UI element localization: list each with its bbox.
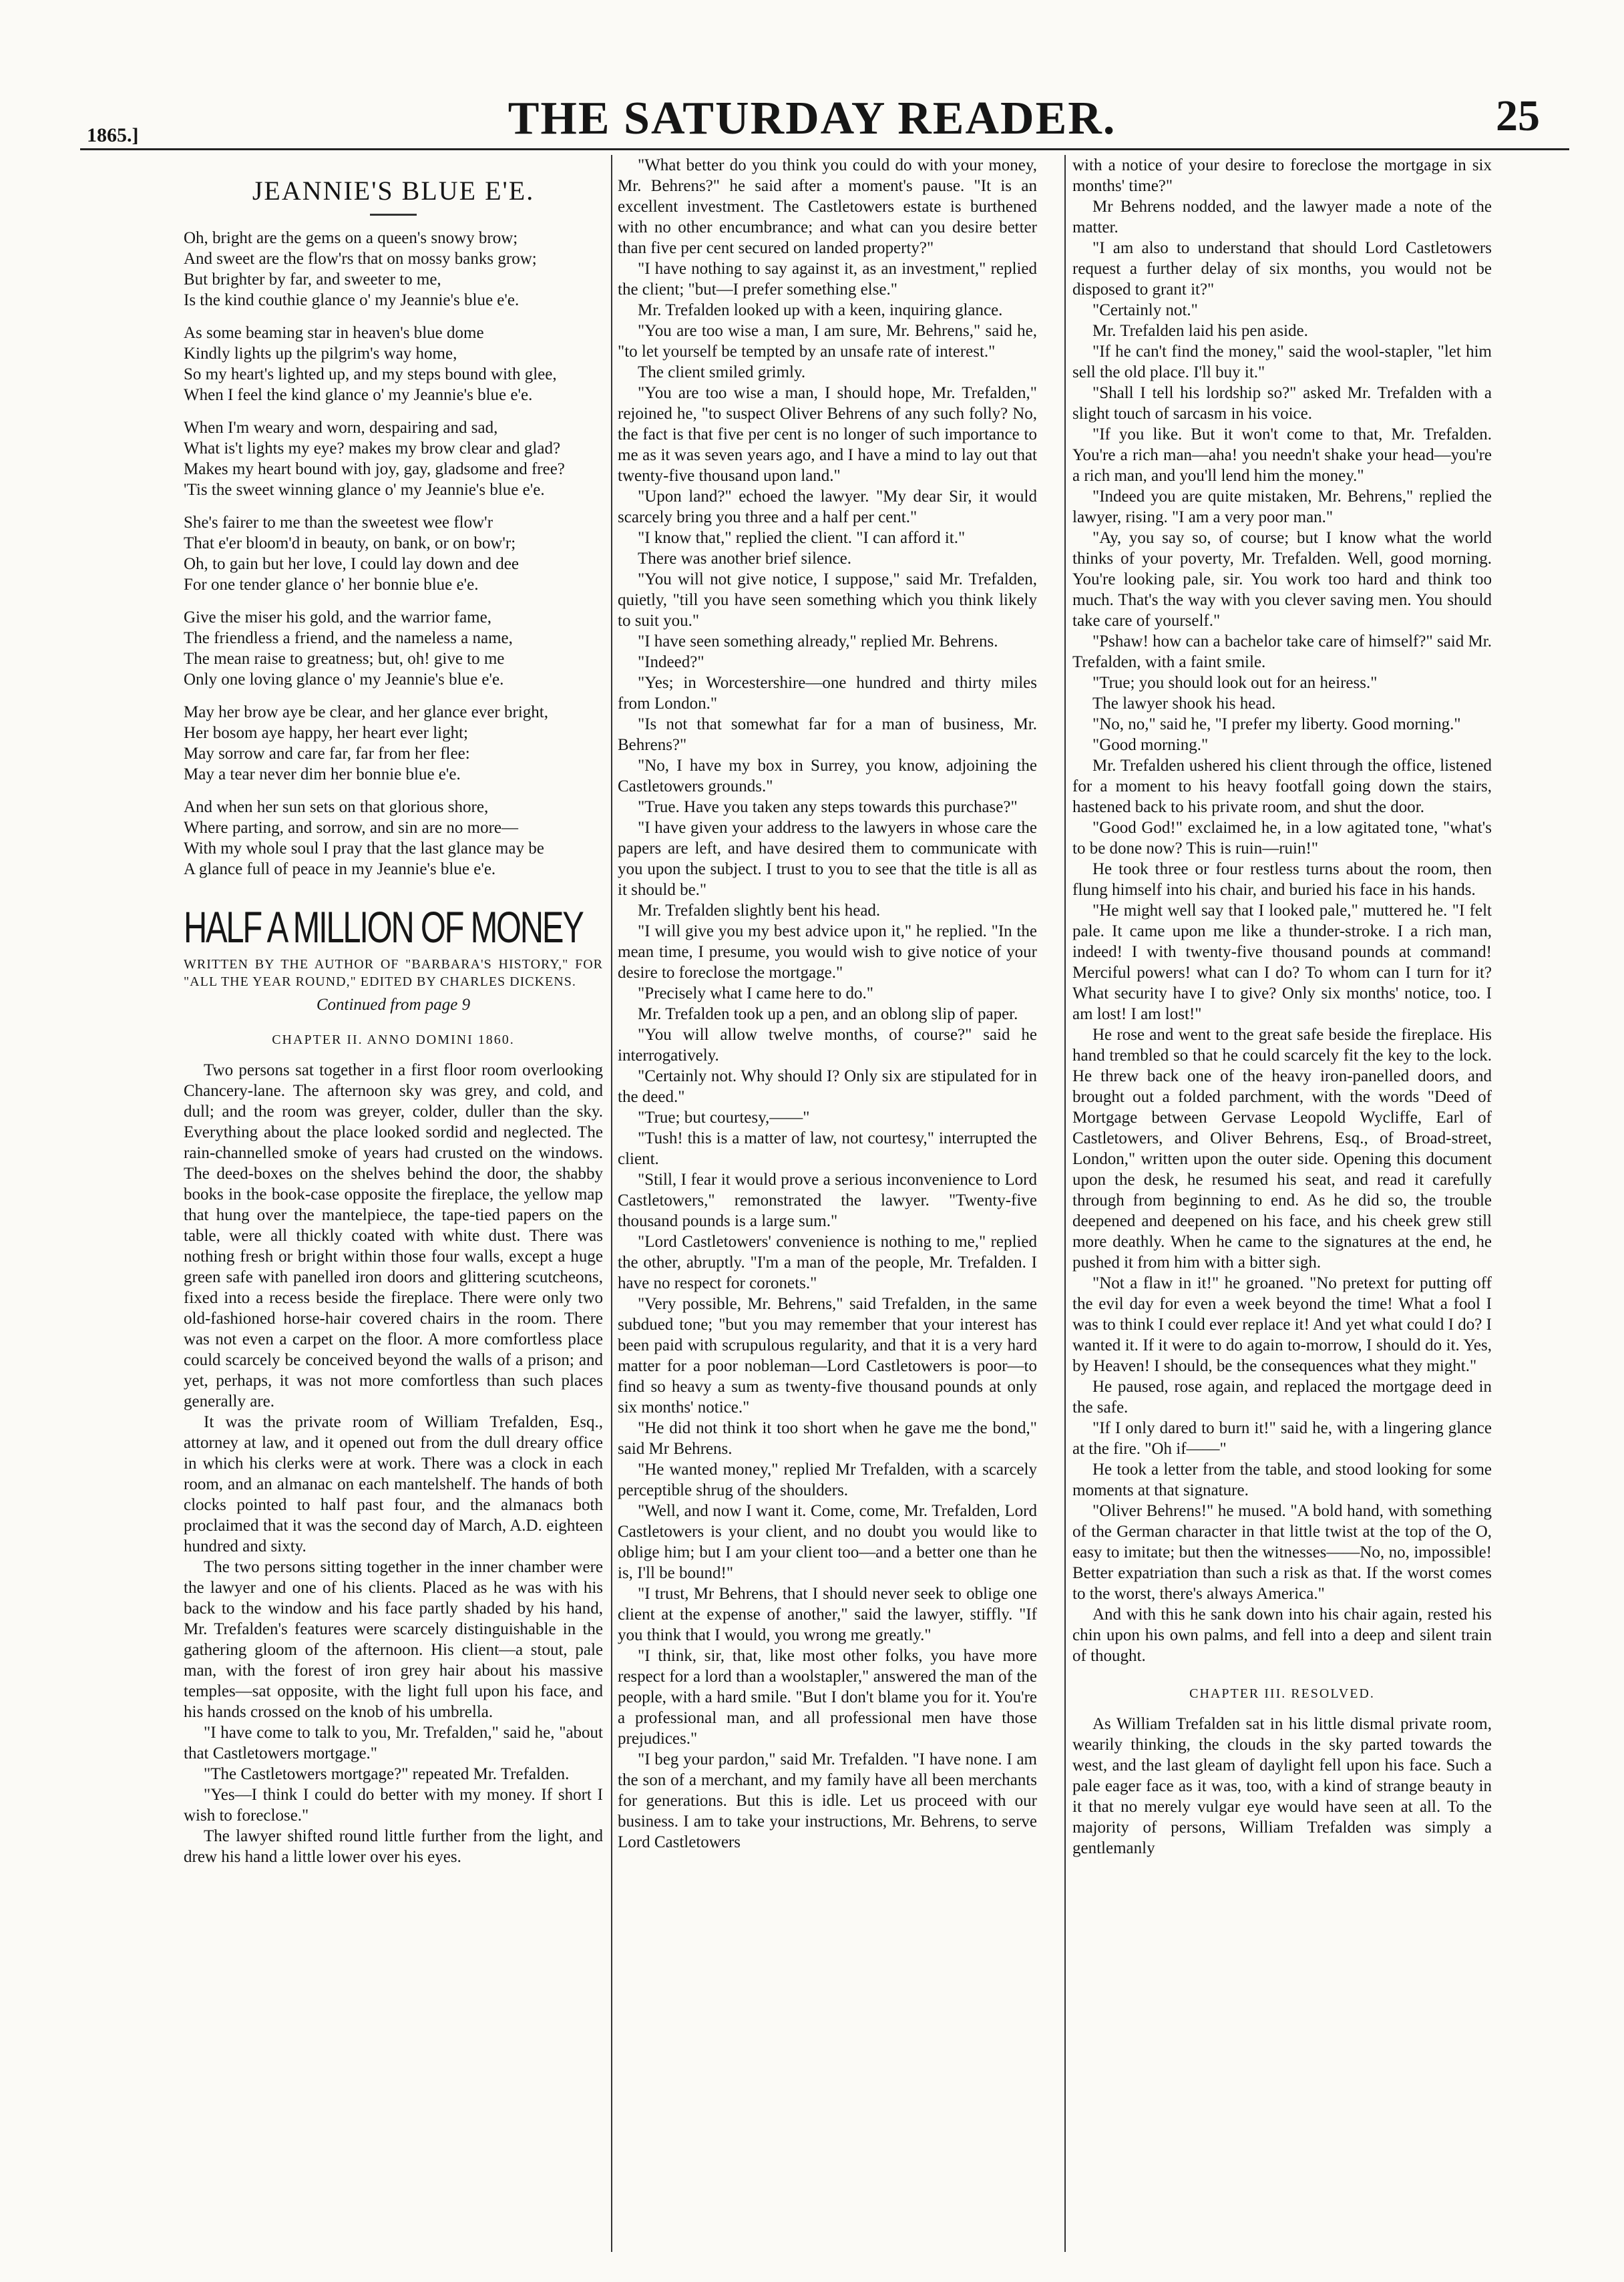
paragraph: And with this he sank down into his chair again, rested his chin upon his own palms, and fell into a deep and silent train of thought.: [1072, 1605, 1492, 1665]
column-rule: [611, 155, 612, 2252]
poem-line: Kindly lights up the pilgrim's way home,: [184, 345, 457, 363]
poem-line: Only one loving glance o' my Jeannie's blue e'e.: [184, 671, 504, 689]
poem-line: What is't lights my eye? makes my brow clear and glad?: [184, 439, 561, 457]
paragraph: It was the private room of William Trefalden, Esq., attorney at law, and it opened out from the dull dreary office in which his clerks were at work. There was a clock in each room, and an almanac on each mantelshelf. The hands of both clocks pointed to half past four, and the almanacs both proclaimed that it was the second day of March, A.D. eighteen hundred and sixty.: [184, 1413, 603, 1555]
poem-stanza: [184, 512, 603, 595]
paragraph: Two persons sat together in a first floor room overlooking Chancery-lane. The afternoon sky was grey, and cold, and dull; and the room was greyer, colder, duller than the sky. Everything about the place looked sordid and neglected. The rain-channelled smoke of years had crusted on the windows. The deed-boxes on the shelves behind the door, the shabby books in the book-case opposite the fireplace, the yellow map that hung over the mantelpiece, the tape-tied papers on the table, were all thickly coated with white dust. There was nothing fresh or bright within those four walls, except a huge green safe with panelled iron doors and glittering scutcheons, fixed into a recess beside the fireplace. There were only two old-fashioned horse-hair covered chairs in the room. There was not even a carpet on the floor. A more comfortless place could scarcely be conceived beyond the walls of a prison; and yet, perhaps, it was not more comfortless than such places generally are.: [184, 1061, 603, 1410]
paragraph: The two persons sitting together in the inner chamber were the lawyer and one of his clients. Placed as he was with his back to the window and his face partly shaded by his hand, Mr. Trefalden's features were scarcely distinguishable in the gathering gloom of the afternoon. His client—a stout, pale man, with the forest of iron grey hair about his massive temples—sat opposite, with the light full upon his face, and his hands crossed on the knob of his umbrella.: [184, 1558, 603, 1721]
poem-stanza: [184, 607, 603, 690]
paragraph: "I have seen something already," replied Mr. Behrens.: [638, 632, 998, 650]
paragraph: "What better do you think you could do with your money, Mr. Behrens?" he said after a moment's pause. "It is an excellent investment. The Castletowers estate is burthened with no other encumbrance; and what can you desire better than five per cent secured on landed property?": [618, 156, 1037, 257]
poem-line: Is the kind couthie glance o' my Jeannie's blue e'e.: [184, 291, 520, 309]
paragraph: "I know that," replied the client. "I can afford it.": [638, 529, 966, 547]
poem-line: Her bosom aye happy, her heart ever light;: [184, 724, 469, 742]
paragraph: "Tush! this is a matter of law, not courtesy," interrupted the client.: [618, 1129, 1037, 1168]
paragraph: "He might well say that I looked pale," muttered he. "I felt pale. It came upon me like a thunder-stroke. I a rich man, indeed! I with twenty-five thousand pounds at command! Merciful powers! what can I do? To whom can I turn for it? What security have I to give? Only six months' notice, too. I am lost! I am lost!": [1072, 902, 1492, 1023]
poem-title: JEANNIE'S BLUE E'E.: [252, 176, 535, 206]
paragraph: As William Trefalden sat in his little dismal private room, wearily thinking, the clouds in the sky parted towards the west, and the last gleam of daylight fell upon his face. Such a pale eager face as it was, too, with a kind of strange beauty in it that no merely vulgar eye would have seen at all. To the majority of persons, William Trefalden was simply a gentlemanly: [1072, 1715, 1492, 1857]
poem-line: The mean raise to greatness; but, oh! give to me: [184, 650, 505, 668]
paragraph: "He wanted money," replied Mr Trefalden, with a scarcely perceptible shrug of the shoulders.: [618, 1461, 1037, 1499]
poem-line: That e'er bloom'd in beauty, on bank, or on bow'r;: [184, 534, 516, 552]
poem-stanza: [184, 417, 603, 500]
chapter-heading: CHAPTER II. ANNO DOMINI 1860.: [272, 1032, 515, 1047]
paragraph: "Well, and now I want it. Come, come, Mr. Trefalden, Lord Castletowers is your client, and no doubt you would like to oblige him; but I am your client too—and a better one than he is, I'll be bound!": [618, 1502, 1037, 1582]
paragraph: Mr. Trefalden laid his pen aside.: [1092, 322, 1308, 340]
continued-note: Continued from page 9: [316, 996, 471, 1014]
poem-line: A glance full of peace in my Jeannie's blue e'e.: [184, 860, 496, 878]
poem-line: Oh, bright are the gems on a queen's snowy brow;: [184, 229, 518, 247]
column-3: [1072, 155, 1492, 2252]
poem-line: Where parting, and sorrow, and sin are no more—: [184, 819, 518, 837]
serial-byline: WRITTEN BY THE AUTHOR OF "BARBARA'S HISTORY," FOR "ALL THE YEAR ROUND," EDITED BY CHARLES DICKENS.: [184, 957, 603, 989]
page-number: 25: [1496, 91, 1540, 140]
paragraph: "I beg your pardon," said Mr. Trefalden. "I have none. I am the son of a merchant, and my family have all been merchants for generations. But this is idle. Let us proceed with our business. I am to take your instructions, Mr. Behrens, to serve Lord Castletowers: [618, 1750, 1037, 1851]
paragraph: "True. Have you taken any steps towards this purchase?": [638, 798, 1018, 816]
poem-line: And when her sun sets on that glorious shore,: [184, 798, 489, 816]
column-1: [184, 155, 603, 2252]
poem-stanza: [184, 323, 603, 405]
poem-line: Give the miser his gold, and the warrior fame,: [184, 608, 491, 626]
title-rule: [370, 214, 417, 216]
paragraph: "I will give you my best advice upon it," he replied. "In the mean time, I presume, you would wish to give notice of your desire to foreclose the mortgage.": [618, 922, 1037, 982]
poem-stanza: [184, 702, 603, 785]
poem-body: [184, 228, 603, 880]
paragraph: Mr Behrens nodded, and the lawyer made a note of the matter.: [1072, 198, 1492, 236]
paragraph: He took a letter from the table, and stood looking for some moments at that signature.: [1072, 1461, 1492, 1499]
paragraph: Mr. Trefalden took up a pen, and an oblong slip of paper.: [638, 1005, 1018, 1023]
poem-line: For one tender glance o' her bonnie blue e'e.: [184, 576, 479, 594]
paragraph: He paused, rose again, and replaced the mortgage deed in the safe.: [1072, 1378, 1492, 1416]
paragraph: "Pshaw! how can a bachelor take care of himself?" said Mr. Trefalden, with a faint smile.: [1072, 632, 1492, 671]
paragraph: The client smiled grimly.: [638, 363, 806, 381]
paragraph: Mr. Trefalden slightly bent his head.: [638, 902, 881, 920]
paragraph: "Certainly not.": [1092, 301, 1198, 319]
paragraph: The lawyer shifted round little further from the light, and drew his hand a little lower over his eyes.: [184, 1827, 603, 1866]
paragraph: "Yes—I think I could do better with my money. If short I wish to foreclose.": [184, 1786, 603, 1825]
poem-line: With my whole soul I pray that the last glance may be: [184, 839, 544, 858]
paragraph: "I think, sir, that, like most other folks, you have more respect for a lord than a woolstapler," answered the man of the people, with a hard smile. "But I don't blame you for it. You're a professional man, and all professional men have those prejudices.": [618, 1647, 1037, 1748]
paragraph: "You will allow twelve months, of course?" said he interrogatively.: [618, 1026, 1037, 1065]
poem-stanza: [184, 228, 603, 311]
poem-line: The friendless a friend, and the nameless a name,: [184, 629, 513, 647]
paragraph: "Lord Castletowers' convenience is nothing to me," replied the other, abruptly. "I'm a man of the people, Mr. Trefalden. I have no respect for coronets.": [618, 1233, 1037, 1292]
paragraph: "Upon land?" echoed the lawyer. "My dear Sir, it would scarcely bring you three and a half per cent.": [618, 488, 1037, 526]
paragraph: "Indeed?": [638, 653, 704, 671]
paragraph: "Certainly not. Why should I? Only six are stipulated for in the deed.": [618, 1067, 1037, 1106]
paragraph: "I have given your address to the lawyers in whose care the papers are left, and have desired them to communicate with you upon the subject. I trust to you to see that the title is all as it should be.": [618, 819, 1037, 899]
chapter-heading: CHAPTER III. RESOLVED.: [1189, 1686, 1375, 1701]
paragraph: "Shall I tell his lordship so?" asked Mr. Trefalden with a slight touch of sarcasm in his voice.: [1072, 384, 1492, 423]
paragraph: "You will not give notice, I suppose," said Mr. Trefalden, quietly, "till you have seen something which you think likely to suit you.": [618, 570, 1037, 630]
poem-line: She's fairer to me than the sweetest wee flow'r: [184, 514, 493, 532]
paragraph: "I trust, Mr Behrens, that I should never seek to oblige one client at the expense of another," said the lawyer, stiffly. "If you think that I would, you wrong me greatly.": [618, 1585, 1037, 1644]
poem-line: As some beaming star in heaven's blue dome: [184, 324, 484, 342]
paragraph: "Not a flaw in it!" he groaned. "No pretext for putting off the evil day for even a week beyond the time! What a fool I was to think I could ever replace it! And yet what could I do? I wanted it. If it were to do again to-morrow, I should do it. Yes, by Heaven! I should, be the consequences what they might.": [1072, 1274, 1492, 1375]
paragraph: "If I only dared to burn it!" said he, with a lingering glance at the fire. "Oh if——": [1072, 1419, 1492, 1458]
paragraph: "No, no," said he, "I prefer my liberty. Good morning.": [1092, 715, 1461, 733]
paragraph: "I have come to talk to you, Mr. Trefalden," said he, "about that Castletowers mortgage.": [184, 1724, 603, 1762]
paragraph: "I am also to understand that should Lord Castletowers request a further delay of six months, you would not be disposed to grant it?": [1072, 239, 1492, 299]
column-3-text: [1072, 155, 1492, 1666]
poem-line: May sorrow and care far, far from her flee:: [184, 745, 470, 763]
column-1-text: [184, 1060, 603, 1867]
paragraph: "If you like. But it won't come to that, Mr. Trefalden. You're a rich man—aha! you needn't shake your head—you're a rich man, and you'll lend him the money.": [1072, 425, 1492, 485]
paragraph: "I have nothing to say against it, as an investment," replied the client; "but—I prefer something else.": [618, 260, 1037, 299]
paragraph: with a notice of your desire to foreclose the mortgage in six months' time?": [1072, 156, 1492, 195]
poem-line: May her brow aye be clear, and her glance ever bright,: [184, 703, 548, 721]
poem-line: And sweet are the flow'rs that on mossy banks grow;: [184, 250, 537, 268]
paragraph: "Indeed you are quite mistaken, Mr. Behrens," replied the lawyer, rising. "I am a very poor man.": [1072, 488, 1492, 526]
paragraph: "Yes; in Worcestershire—one hundred and thirty miles from London.": [618, 674, 1037, 713]
poem-line: Makes my heart bound with joy, gay, gladsome and free?: [184, 460, 565, 478]
paragraph: He took three or four restless turns about the room, then flung himself into his chair, and buried his face in his hands.: [1072, 860, 1492, 899]
paragraph: "Oliver Behrens!" he mused. "A bold hand, with something of the German character in that little twist at the top of the O, easy to imitate; but then the witnesses——No, no, impossible! Better expatriation than such a risk as that. If the worst comes to the worst, there's always America.": [1072, 1502, 1492, 1603]
poem-line: When I feel the kind glance o' my Jeannie's blue e'e.: [184, 386, 533, 404]
paragraph: "He did not think it too short when he gave me the bond," said Mr Behrens.: [618, 1419, 1037, 1458]
paragraph: "The Castletowers mortgage?" repeated Mr. Trefalden.: [204, 1765, 570, 1783]
paragraph: There was another brief silence.: [638, 550, 851, 568]
paragraph: "Ay, you say so, of course; but I know what the world thinks of your poverty, Mr. Trefalden. Well, good morning. You're looking pale, sir. You work too hard and think too much. That's the way with you clever saving men. You should take care of yourself.": [1072, 529, 1492, 630]
paragraph: Mr. Trefalden looked up with a keen, inquiring glance.: [638, 301, 1003, 319]
paragraph: The lawyer shook his head.: [1092, 695, 1276, 713]
newspaper-title: THE SATURDAY READER.: [508, 93, 1116, 144]
paragraph: "Precisely what I came here to do.": [638, 984, 873, 1002]
masthead-rule: [80, 148, 1569, 150]
poem-stanza: [184, 797, 603, 880]
column-rule: [1064, 155, 1066, 2252]
paragraph: "You are too wise a man, I am sure, Mr. Behrens," said he, "to let yourself be tempted by an unsafe rate of interest.": [618, 322, 1037, 361]
paragraph: "Is not that somewhat far for a man of business, Mr. Behrens?": [618, 715, 1037, 754]
poem-line: 'Tis the sweet winning glance o' my Jeannie's blue e'e.: [184, 481, 545, 499]
serial-title: HALF A MILLION OF MONEY: [184, 902, 583, 952]
column-2: [618, 155, 1037, 2252]
paragraph: "Very possible, Mr. Behrens," said Trefalden, in the same subdued tone; "but you may remember that your interest has been paid with scrupulous regularity, and that it is a very hard matter for a poor nobleman—Lord Castletowers is poor—to find so heavy a sum as twenty-five thousand pounds at only six months' notice.": [618, 1295, 1037, 1416]
column-3-text-continued: [1072, 1714, 1492, 1859]
paragraph: "Still, I fear it would prove a serious inconvenience to Lord Castletowers," remonstrated the lawyer. "Twenty-five thousand pounds is a large sum.": [618, 1171, 1037, 1230]
poem-line: May a tear never dim her bonnie blue e'e.: [184, 765, 461, 783]
paragraph: "If he can't find the money," said the wool-stapler, "let him sell the old place. I'll buy it.": [1072, 343, 1492, 381]
paragraph: "Good morning.": [1092, 736, 1209, 754]
paragraph: "True; you should look out for an heiress.": [1092, 674, 1378, 692]
masthead: [0, 0, 1624, 154]
poem-line: Oh, to gain but her love, I could lay down and dee: [184, 555, 519, 573]
poem-line: But brighter by far, and sweeter to me,: [184, 270, 441, 289]
paragraph: "True; but courtesy,——": [638, 1109, 810, 1127]
paragraph: "You are too wise a man, I should hope, Mr. Trefalden," rejoined he, "to suspect Oliver Behrens of any such folly? No, the fact is that five per cent is no longer of such importance to me as it was seven years ago, and I have a mind to lay out that twenty-five thousand upon land.": [618, 384, 1037, 485]
issue-year: 1865.]: [87, 124, 139, 146]
paragraph: "Good God!" exclaimed he, in a low agitated tone, "what's to be done now? This is ruin—ruin!": [1072, 819, 1492, 858]
poem-line: So my heart's lighted up, and my steps bound with glee,: [184, 365, 557, 383]
paragraph: Mr. Trefalden ushered his client through the office, listened for a moment to his heavy footfall going down the stairs, hastened back to his private room, and shut the door.: [1072, 757, 1492, 816]
paragraph: "No, I have my box in Surrey, you know, adjoining the Castletowers grounds.": [618, 757, 1037, 795]
paragraph: He rose and went to the great safe beside the fireplace. His hand trembled so that he could scarcely fit the key to the lock. He threw back one of the heavy iron-panelled doors, and brought out a folded parchment, with the words "Deed of Mortgage between Gervase Leopold Wycliffe, Earl of Castletowers, and Oliver Behrens, Esq., of Broad-street, London," written upon the outer side. Opening this document upon the desk, he resumed his seat, and read it carefully through from beginning to end. As he did so, the trouble deepened and deepened on his face, and his cheek grew still more deathly. When he came to the signatures at the end, he pushed it from him with a bitter sigh.: [1072, 1026, 1492, 1272]
column-2-text: [618, 155, 1037, 1853]
poem-line: When I'm weary and worn, despairing and sad,: [184, 419, 498, 437]
